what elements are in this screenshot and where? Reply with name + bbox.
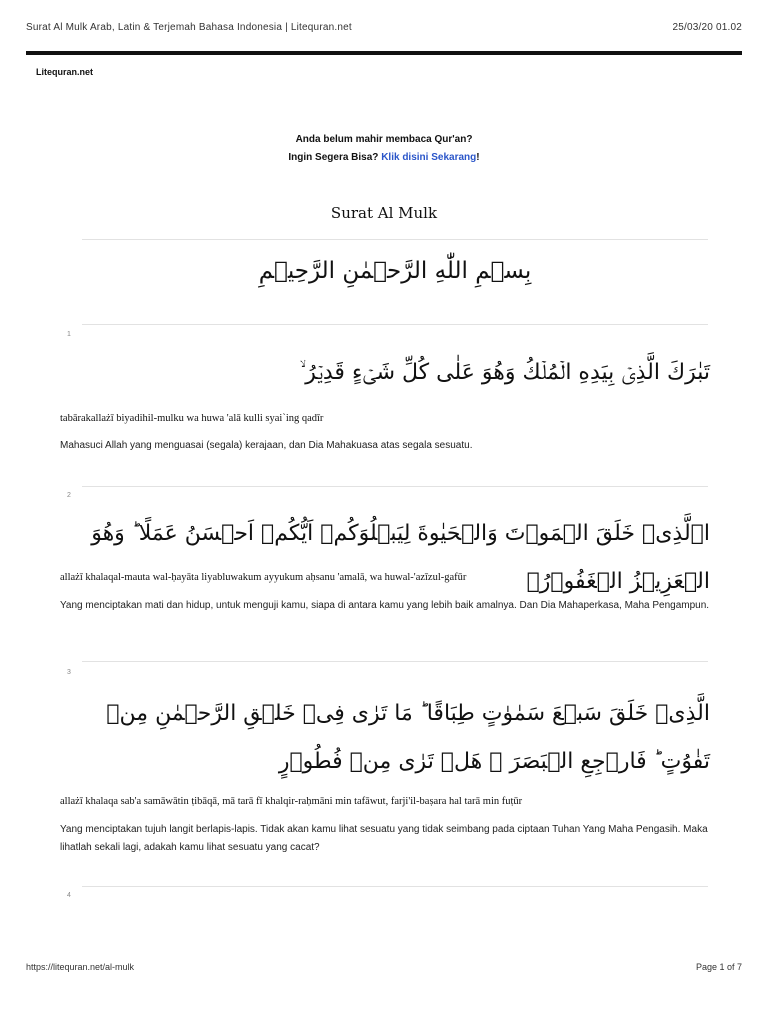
bismillah: بِسۡمِ اللّٰهِ الرَّحۡمٰنِ الرَّحِيۡمِ <box>258 258 532 284</box>
site-logo-link[interactable]: Litequran.net <box>36 67 94 77</box>
promo-line-2 <box>0 149 768 167</box>
print-page-title: Surat Al Mulk Arab, Latin & Terjemah Bahasa Indonesia | Litequran.net <box>26 22 352 33</box>
verse-latin: allażī khalaqal-mauta wal-ḥayāta liyabluwakum ayyukum aḥsanu 'amalā, wa huwal-'azīzul-gafūr <box>60 572 467 583</box>
print-footer <box>26 962 742 972</box>
promo-exclamation: ! <box>476 152 480 163</box>
print-header <box>26 22 742 36</box>
print-datetime: 25/03/20 01.02 <box>672 22 742 33</box>
verse-divider <box>82 661 708 662</box>
verse-arabic: اۨلَّذِىۡ خَلَقَ الۡمَوۡتَ وَالۡحَيٰوةَ لِيَبۡلُوَكُمۡ اَيُّكُمۡ اَحۡسَنُ عَمَلًا ‌ؕ وَهُوَ الۡعَزِيۡزُ الۡغَفُوۡرُۙ <box>91 521 710 594</box>
verse-number: 3 <box>67 669 71 676</box>
verse-arabic: الَّذِىۡ خَلَقَ سَبۡعَ سَمٰوٰتٍ طِبَاقًا‌ ؕ مَا تَرٰى فِىۡ خَلۡقِ الرَّحۡمٰنِ مِنۡ تَفٰوُتٍ‌ ؕ فَارۡجِعِ الۡبَصَرَ ۙ هَلۡ تَرٰى مِنۡ فُطُوۡرٍ <box>106 701 710 774</box>
page-url: https://litequran.net/al-mulk <box>26 962 135 972</box>
surah-title: Surat Al Mulk <box>330 204 438 222</box>
verse-divider <box>82 324 708 325</box>
verse-latin: tabārakallażī biyadihil-mulku wa huwa 'alā kulli syai`ing qadīr <box>60 413 324 424</box>
promo-link[interactable]: Klik disini Sekarang <box>381 152 477 163</box>
verse-divider <box>82 486 708 487</box>
promo-question: Ingin Segera Bisa? <box>288 152 379 163</box>
title-divider <box>82 239 708 240</box>
page-indicator: Page 1 of 7 <box>695 962 742 972</box>
header-divider <box>26 51 742 55</box>
promo-line-1: Anda belum mahir membaca Qur'an? <box>295 134 473 145</box>
verse-arabic: تَبٰرَكَ الَّذِىۡ بِيَدِهِ الۡمُلۡكُ وَهُوَ عَلٰى كُلِّ شَىۡءٍ قَدِيۡرُ ۙ <box>299 360 710 385</box>
verse-translation: Yang menciptakan tujuh langit berlapis-lapis. Tidak akan kamu lihat sesuatu yang tidak seimbang pada ciptaan Tuhan Yang Maha Pengasih. Maka lihatlah sekali lagi, adakah kamu lihat sesuatu yang cacat? <box>60 824 708 853</box>
verse-translation: Yang menciptakan mati dan hidup, untuk menguji kamu, siapa di antara kamu yang lebih baik amalnya. Dan Dia Mahaperkasa, Maha Pengampun. <box>60 600 710 611</box>
verse-number: 2 <box>67 492 71 499</box>
verse-number: 1 <box>67 331 71 338</box>
promo-banner <box>0 131 768 167</box>
verse-number: 4 <box>67 892 71 899</box>
verse-latin: allażī khalaqa sab'a samāwātin ṭibāqā, mā tarā fī khalqir-raḥmāni min tafāwut, farji'il-baṣara hal tarā min fuṭūr <box>60 796 523 807</box>
verse-divider <box>82 886 708 887</box>
verse-translation: Mahasuci Allah yang menguasai (segala) kerajaan, dan Dia Mahakuasa atas segala sesuatu. <box>60 440 473 451</box>
